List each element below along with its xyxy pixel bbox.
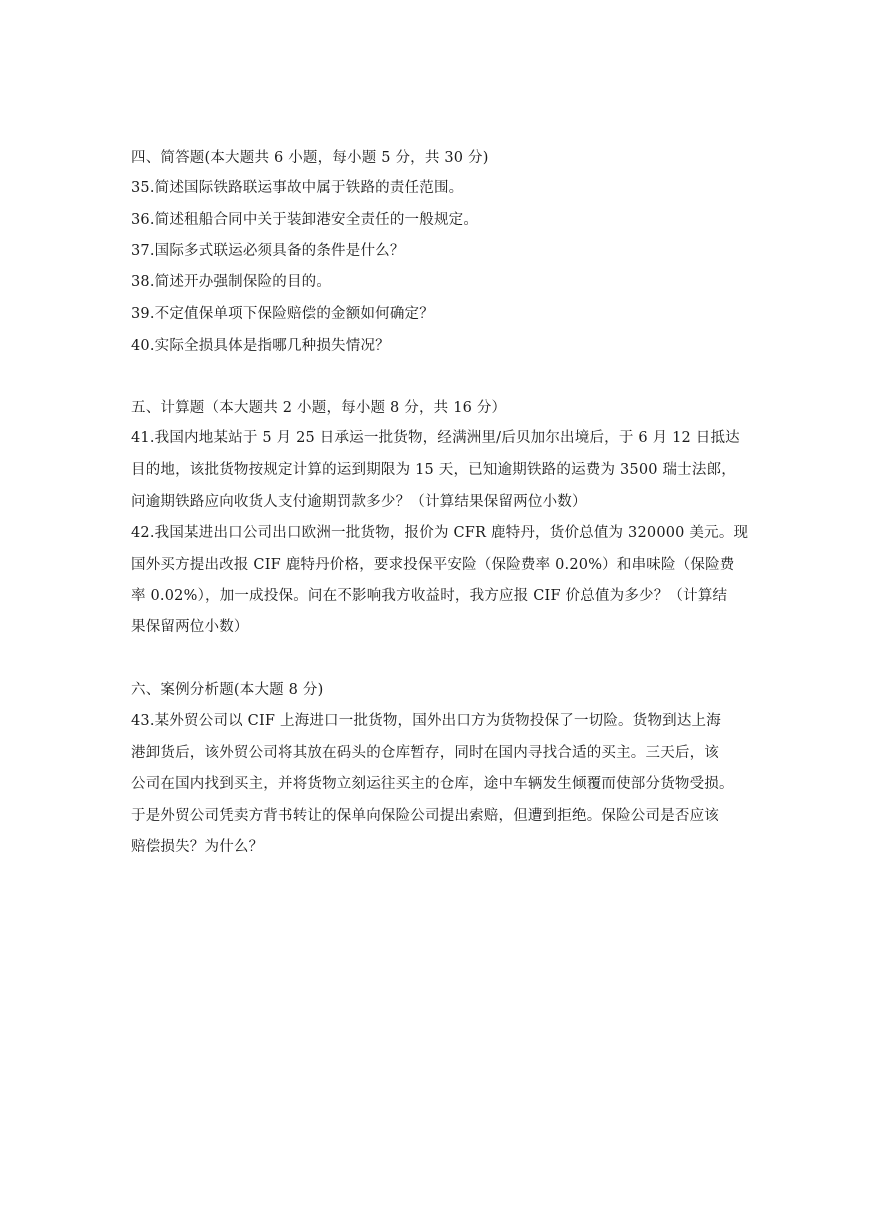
- question-41-line: 目的地，该批货物按规定计算的运到期限为 15 天，已知逾期铁路的运费为 3500 瑞士法郎，: [131, 462, 736, 478]
- question-43-line: 公司在国内找到买主，并将货物立刻运往买主的仓库，途中车辆发生倾覆而使部分货物受损。: [131, 776, 734, 792]
- question-41-line: 41.我国内地某站于 5 月 25 日承运一批货物，经满洲里/后贝加尔出境后，于 6 月 12 日抵达: [131, 430, 740, 446]
- question-43-line: 于是外贸公司凭卖方背书转让的保单向保险公司提出索赔，但遭到拒绝。保险公司是否应该: [131, 808, 719, 824]
- question-35: 35.简述国际铁路联运事故中属于铁路的责任范围。: [131, 180, 464, 196]
- question-40: 40.实际全损具体是指哪几种损失情况？: [131, 338, 390, 354]
- question-43-line: 43.某外贸公司以 CIF 上海进口一批货物，国外出口方为货物投保了一切险。货物到达上海: [131, 713, 721, 729]
- question-42-line: 率 0.02%），加一成投保。问在不影响我方收益时，我方应报 CIF 价总值为多少？（计算结: [131, 588, 728, 604]
- question-42-line: 国外买方提出改报 CIF 鹿特丹价格，要求投保平安险（保险费率 0.20%）和串味险（保险费: [131, 557, 735, 573]
- question-37: 37.国际多式联运必须具备的条件是什么？: [131, 243, 405, 259]
- question-42-line: 42.我国某进出口公司出口欧洲一批货物，报价为 CFR 鹿特丹，货价总值为 320000 美元。现: [131, 525, 749, 541]
- question-36: 36.简述租船合同中关于装卸港安全责任的一般规定。: [131, 212, 479, 228]
- question-43-line: 赔偿损失？为什么？: [131, 839, 264, 855]
- section-heading-short-answer: 四、简答题(本大题共 6 小题，每小题 5 分，共 30 分): [131, 150, 489, 166]
- section-heading-calculation: 五、计算题（本大题共 2 小题，每小题 8 分，共 16 分）: [131, 400, 507, 416]
- question-38: 38.简述开办强制保险的目的。: [131, 274, 332, 290]
- question-39: 39.不定值保单项下保险赔偿的金额如何确定？: [131, 306, 434, 322]
- question-43-line: 港卸货后，该外贸公司将其放在码头的仓库暂存，同时在国内寻找合适的买主。三天后，该: [131, 745, 719, 761]
- question-41-line: 问逾期铁路应向收货人支付逾期罚款多少？（计算结果保留两位小数）: [131, 494, 587, 510]
- question-42-line: 果保留两位小数）: [131, 619, 249, 635]
- section-heading-case-analysis: 六、案例分析题(本大题 8 分): [131, 682, 324, 698]
